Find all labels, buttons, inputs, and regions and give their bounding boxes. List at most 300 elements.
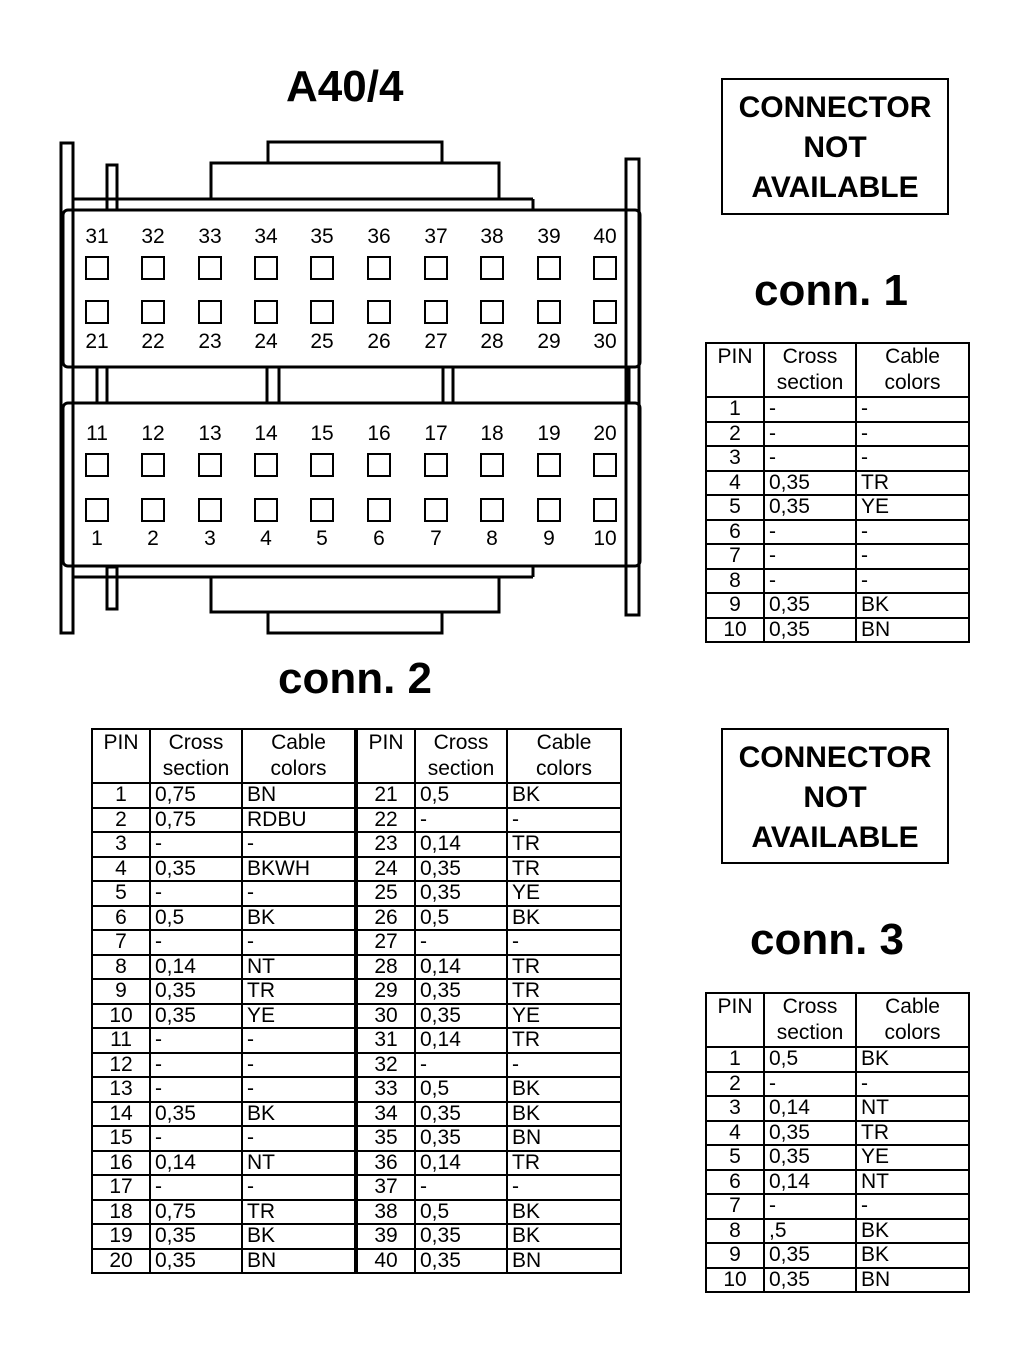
pin-square [368, 499, 390, 521]
cross-section-cell: 0,35 [415, 1126, 507, 1151]
cross-section-cell: 0,35 [764, 618, 856, 643]
pin-cell: 33 [356, 1077, 415, 1102]
cross-section-cell: 0,35 [150, 1004, 242, 1029]
pin-cell: 4 [706, 471, 764, 496]
pin-square [142, 301, 164, 323]
pin-cell: 30 [356, 1004, 415, 1029]
pin-square [255, 257, 277, 279]
table-row [706, 618, 969, 643]
pin-cell: 25 [356, 881, 415, 906]
cable-color-cell: - [507, 930, 621, 955]
cable-color-cell: - [242, 1126, 356, 1151]
pin-square [199, 257, 221, 279]
bottom-key [211, 577, 499, 612]
cross-section-header: Cross section [764, 993, 856, 1047]
table-row [92, 1077, 621, 1102]
pin-cell: 17 [92, 1175, 150, 1200]
table-row [706, 544, 969, 569]
cross-section-cell: 0,35 [415, 1249, 507, 1274]
table-row [92, 1102, 621, 1127]
cable-color-cell: NT [856, 1170, 969, 1195]
pin-number-label: 20 [593, 422, 617, 445]
table-row [92, 930, 621, 955]
cross-section-cell: - [150, 1126, 242, 1151]
cable-color-cell: - [242, 1175, 356, 1200]
pin-square [538, 499, 560, 521]
cable-color-cell: TR [507, 1028, 621, 1053]
table-row [706, 1121, 969, 1146]
pin-square [199, 301, 221, 323]
pin-number-label: 1 [91, 527, 103, 550]
pin-square [255, 499, 277, 521]
table-row [706, 471, 969, 496]
na-line: AVAILABLE [751, 821, 919, 854]
conn1-label: conn. 1 [754, 266, 909, 315]
pin-number-label: 28 [480, 330, 504, 353]
cross-section-cell: 0,5 [415, 783, 507, 808]
pin-number-label: 30 [593, 330, 617, 353]
pin-cell: 26 [356, 906, 415, 931]
pin-square [425, 499, 447, 521]
cross-section-cell: 0,14 [764, 1096, 856, 1121]
pin-cell: 9 [92, 979, 150, 1004]
cable-color-cell: NT [242, 1151, 356, 1176]
cross-section-cell: 0,35 [150, 979, 242, 1004]
pin-number-label: 9 [543, 527, 555, 550]
pin-cell: 19 [92, 1224, 150, 1249]
pin-cell: 21 [356, 783, 415, 808]
pin-number-label: 4 [260, 527, 272, 550]
pin-number-label: 17 [424, 422, 448, 445]
cable-colors-header: Cable colors [856, 993, 969, 1047]
pin-cell: 2 [706, 1072, 764, 1097]
pin-number-label: 35 [310, 225, 334, 248]
pin-cell: 10 [706, 1268, 764, 1293]
pin-number-label: 16 [367, 422, 391, 445]
pin-number-label: 19 [537, 422, 561, 445]
pin-cell: 10 [92, 1004, 150, 1029]
pin-number-label: 24 [254, 330, 278, 353]
cross-section-cell: 0,14 [415, 1151, 507, 1176]
table-row [706, 593, 969, 618]
pin-cell: 4 [92, 857, 150, 882]
pin-number-label: 29 [537, 330, 561, 353]
pin-cell: 20 [92, 1249, 150, 1274]
cross-section-cell: 0,14 [150, 955, 242, 980]
cable-color-cell: YE [242, 1004, 356, 1029]
table-row [706, 397, 969, 422]
cross-section-cell: - [764, 422, 856, 447]
na-line: CONNECTOR [738, 741, 932, 774]
pin-square [199, 454, 221, 476]
pin-cell: 2 [706, 422, 764, 447]
cross-section-header: Cross section [415, 729, 507, 783]
pin-cell: 37 [356, 1175, 415, 1200]
cable-color-cell: - [856, 397, 969, 422]
cable-color-cell: - [856, 569, 969, 594]
pin-cell: 1 [706, 397, 764, 422]
pin-number-label: 32 [141, 225, 165, 248]
table-row [92, 1126, 621, 1151]
pin-square [311, 257, 333, 279]
table-row [92, 1249, 621, 1274]
cable-color-cell: - [856, 446, 969, 471]
cross-section-cell: - [764, 446, 856, 471]
pin-square [538, 257, 560, 279]
cable-color-cell: - [856, 544, 969, 569]
cable-color-cell: YE [507, 881, 621, 906]
pin-square [594, 257, 616, 279]
table-row [92, 1175, 621, 1200]
pin-cell: 39 [356, 1224, 415, 1249]
table-row [92, 906, 621, 931]
cross-section-cell: 0,35 [764, 1243, 856, 1268]
pin-number-label: 31 [85, 225, 109, 248]
cross-section-cell: 0,35 [415, 881, 507, 906]
cross-section-cell: 0,14 [415, 1028, 507, 1053]
cross-section-cell: 0,35 [764, 471, 856, 496]
pin-cell: 23 [356, 832, 415, 857]
cross-section-cell: 0,35 [150, 857, 242, 882]
cross-section-cell: - [150, 1077, 242, 1102]
pin-header: PIN [706, 343, 764, 397]
pin-square [86, 454, 108, 476]
pin-cell: 5 [92, 881, 150, 906]
table-row [92, 881, 621, 906]
pin-cell: 18 [92, 1200, 150, 1225]
table-row [92, 1028, 621, 1053]
pin-number-label: 6 [373, 527, 385, 550]
pin-cell: 36 [356, 1151, 415, 1176]
pin-cell: 32 [356, 1053, 415, 1078]
pin-number-label: 23 [198, 330, 222, 353]
table-row [706, 1047, 969, 1072]
cross-section-cell: 0,35 [150, 1249, 242, 1274]
cross-section-cell: 0,75 [150, 808, 242, 833]
cross-section-cell: 0,35 [415, 857, 507, 882]
pin-number-label: 36 [367, 225, 391, 248]
table-row [706, 1072, 969, 1097]
cable-color-cell: - [856, 422, 969, 447]
cross-section-cell: 0,75 [150, 783, 242, 808]
cross-section-cell: - [764, 1072, 856, 1097]
table-row [706, 569, 969, 594]
pin-cell: 7 [92, 930, 150, 955]
pin-cell: 9 [706, 593, 764, 618]
table-row [706, 520, 969, 545]
pin-header: PIN [92, 729, 150, 783]
cross-section-cell: - [764, 397, 856, 422]
cross-section-cell: - [764, 569, 856, 594]
cable-color-cell: - [856, 1072, 969, 1097]
table-row [92, 979, 621, 1004]
table-row [92, 1151, 621, 1176]
pin-cell: 6 [706, 520, 764, 545]
na-line: NOT [803, 781, 867, 814]
conn1-table [705, 342, 970, 643]
pin-number-label: 2 [147, 527, 159, 550]
cable-color-cell: - [856, 1194, 969, 1219]
cable-color-cell: BK [507, 906, 621, 931]
connector-diagram [55, 135, 645, 640]
pin-square [86, 257, 108, 279]
cable-color-cell: TR [507, 979, 621, 1004]
pin-number-label: 3 [204, 527, 216, 550]
cable-color-cell: TR [242, 1200, 356, 1225]
table-row [706, 1096, 969, 1121]
bottom-tab [268, 612, 442, 633]
cable-color-cell: - [242, 881, 356, 906]
cable-color-cell: BN [242, 783, 356, 808]
pin-cell: 7 [706, 544, 764, 569]
table-row [706, 1243, 969, 1268]
table-row [706, 1170, 969, 1195]
pin-cell: 5 [706, 1145, 764, 1170]
pin-cell: 1 [706, 1047, 764, 1072]
pin-number-label: 5 [316, 527, 328, 550]
cross-section-cell: 0,5 [415, 1077, 507, 1102]
page-title: A40/4 [286, 62, 404, 111]
pin-cell: 22 [356, 808, 415, 833]
cross-section-cell: 0,35 [150, 1102, 242, 1127]
top-key [211, 163, 499, 199]
cable-color-cell: BN [856, 618, 969, 643]
pin-number-label: 34 [254, 225, 278, 248]
cable-color-cell: - [856, 520, 969, 545]
cable-color-cell: - [242, 1053, 356, 1078]
top-tab [268, 142, 442, 163]
cross-section-cell: 0,35 [415, 1224, 507, 1249]
pin-cell: 28 [356, 955, 415, 980]
na-line: NOT [803, 131, 867, 164]
cable-color-cell: YE [856, 1145, 969, 1170]
cross-section-cell: 0,35 [150, 1224, 242, 1249]
cross-section-cell: 0,35 [415, 1102, 507, 1127]
pin-square [481, 499, 503, 521]
cross-section-cell: 0,14 [764, 1170, 856, 1195]
pin-square [594, 301, 616, 323]
table-row [706, 1145, 969, 1170]
cable-colors-header: Cable colors [242, 729, 356, 783]
pin-cell: 13 [92, 1077, 150, 1102]
cross-section-cell: - [764, 544, 856, 569]
table-row [92, 857, 621, 882]
cable-color-cell: - [242, 1028, 356, 1053]
cross-section-cell: - [150, 1053, 242, 1078]
cable-color-cell: TR [507, 1151, 621, 1176]
cross-section-cell: - [415, 1175, 507, 1200]
pin-square [255, 454, 277, 476]
pin-header: PIN [356, 729, 415, 783]
pin-number-label: 12 [141, 422, 165, 445]
cable-color-cell: - [242, 1077, 356, 1102]
pin-square [199, 499, 221, 521]
table-row [92, 955, 621, 980]
table-row [706, 422, 969, 447]
pin-cell: 8 [706, 1219, 764, 1244]
connector-not-available-box-1 [721, 78, 949, 215]
pin-cell: 6 [706, 1170, 764, 1195]
pin-cell: 12 [92, 1053, 150, 1078]
table-row [92, 1053, 621, 1078]
pin-cell: 14 [92, 1102, 150, 1127]
connector-not-available-box-3 [721, 728, 949, 864]
cable-color-cell: TR [507, 857, 621, 882]
pin-cell: 3 [92, 832, 150, 857]
cable-color-cell: TR [507, 955, 621, 980]
pin-square [311, 499, 333, 521]
pin-cell: 27 [356, 930, 415, 955]
cross-section-cell: 0,14 [415, 832, 507, 857]
cable-color-cell: NT [856, 1096, 969, 1121]
cable-color-cell: TR [242, 979, 356, 1004]
pin-cell: 4 [706, 1121, 764, 1146]
cross-section-cell: - [764, 1194, 856, 1219]
pin-cell: 34 [356, 1102, 415, 1127]
pin-square [368, 257, 390, 279]
pin-cell: 16 [92, 1151, 150, 1176]
cable-color-cell: BN [856, 1268, 969, 1293]
cross-section-cell: ,5 [764, 1219, 856, 1244]
cable-color-cell: - [507, 808, 621, 833]
cable-color-cell: BK [507, 1224, 621, 1249]
pin-number-label: 37 [424, 225, 448, 248]
pin-square [481, 454, 503, 476]
pin-cell: 29 [356, 979, 415, 1004]
pin-cell: 1 [92, 783, 150, 808]
pin-square [311, 301, 333, 323]
pin-cell: 10 [706, 618, 764, 643]
cross-section-cell: - [150, 832, 242, 857]
pin-cell: 38 [356, 1200, 415, 1225]
cable-color-cell: RDBU [242, 808, 356, 833]
cross-section-header: Cross section [150, 729, 242, 783]
cable-colors-header: Cable colors [507, 729, 621, 783]
left-latch-bottom [107, 567, 117, 609]
cross-section-header: Cross section [764, 343, 856, 397]
pin-square [311, 454, 333, 476]
pin-cell: 24 [356, 857, 415, 882]
pin-number-label: 22 [141, 330, 165, 353]
pin-cell: 7 [706, 1194, 764, 1219]
table-row [92, 783, 621, 808]
pin-cell: 2 [92, 808, 150, 833]
cable-color-cell: BK [507, 1077, 621, 1102]
cable-color-cell: BK [856, 1047, 969, 1072]
pin-square [255, 301, 277, 323]
table-row [706, 495, 969, 520]
conn2-table [91, 728, 622, 1274]
pin-square [425, 301, 447, 323]
pin-square [86, 499, 108, 521]
pin-number-label: 40 [593, 225, 617, 248]
conn3-label: conn. 3 [750, 915, 905, 964]
table-row [706, 1194, 969, 1219]
cable-color-cell: BK [242, 906, 356, 931]
cable-color-cell: - [242, 930, 356, 955]
pin-square [538, 454, 560, 476]
cable-color-cell: TR [856, 471, 969, 496]
cross-section-cell: - [415, 930, 507, 955]
cross-section-cell: - [415, 808, 507, 833]
left-latch-top [107, 165, 117, 210]
cross-section-cell: - [150, 881, 242, 906]
pin-number-label: 33 [198, 225, 222, 248]
table-row [706, 446, 969, 471]
table-row [92, 1224, 621, 1249]
table-row [706, 1268, 969, 1293]
cable-color-cell: BKWH [242, 857, 356, 882]
conn3-table [705, 992, 970, 1293]
pin-square [594, 499, 616, 521]
table-row [92, 808, 621, 833]
pin-square [538, 301, 560, 323]
pin-square [594, 454, 616, 476]
table-row [706, 1219, 969, 1244]
cable-color-cell: BK [507, 783, 621, 808]
pin-square [425, 257, 447, 279]
cable-color-cell: TR [856, 1121, 969, 1146]
cross-section-cell: 0,14 [150, 1151, 242, 1176]
cable-color-cell: YE [507, 1004, 621, 1029]
cross-section-cell: 0,5 [150, 906, 242, 931]
pin-square [368, 301, 390, 323]
cable-color-cell: BN [507, 1249, 621, 1274]
pin-square [425, 454, 447, 476]
cable-color-cell: BK [856, 1219, 969, 1244]
cross-section-cell: 0,35 [415, 1004, 507, 1029]
na-line: CONNECTOR [738, 91, 932, 124]
cable-color-cell: NT [242, 955, 356, 980]
pin-cell: 40 [356, 1249, 415, 1274]
pin-number-label: 7 [430, 527, 442, 550]
cable-color-cell: BK [856, 1243, 969, 1268]
pin-number-label: 18 [480, 422, 504, 445]
cable-color-cell: BK [242, 1224, 356, 1249]
pin-square [368, 454, 390, 476]
cross-section-cell: - [764, 520, 856, 545]
pin-number-label: 8 [486, 527, 498, 550]
pin-cell: 35 [356, 1126, 415, 1151]
cable-colors-header: Cable colors [856, 343, 969, 397]
table-row [92, 1004, 621, 1029]
cable-color-cell: BN [242, 1249, 356, 1274]
cross-section-cell: 0,35 [764, 1145, 856, 1170]
cross-section-cell: 0,14 [415, 955, 507, 980]
cable-color-cell: BK [856, 593, 969, 618]
pin-cell: 3 [706, 1096, 764, 1121]
pin-number-label: 14 [254, 422, 278, 445]
cross-section-cell: 0,5 [415, 906, 507, 931]
pin-number-label: 21 [85, 330, 109, 353]
pin-cell: 6 [92, 906, 150, 931]
pin-cell: 15 [92, 1126, 150, 1151]
cable-color-cell: - [507, 1053, 621, 1078]
cable-color-cell: BN [507, 1126, 621, 1151]
pin-number-label: 26 [367, 330, 391, 353]
pin-header: PIN [706, 993, 764, 1047]
pin-number-label: 11 [86, 422, 108, 445]
cross-section-cell: - [150, 1175, 242, 1200]
cross-section-cell: 0,35 [764, 1268, 856, 1293]
pin-square [142, 499, 164, 521]
pin-number-label: 38 [480, 225, 504, 248]
pin-number-label: 39 [537, 225, 561, 248]
cross-section-cell: - [150, 1028, 242, 1053]
cable-color-cell: BK [242, 1102, 356, 1127]
cross-section-cell: 0,5 [764, 1047, 856, 1072]
na-line: AVAILABLE [751, 171, 919, 204]
